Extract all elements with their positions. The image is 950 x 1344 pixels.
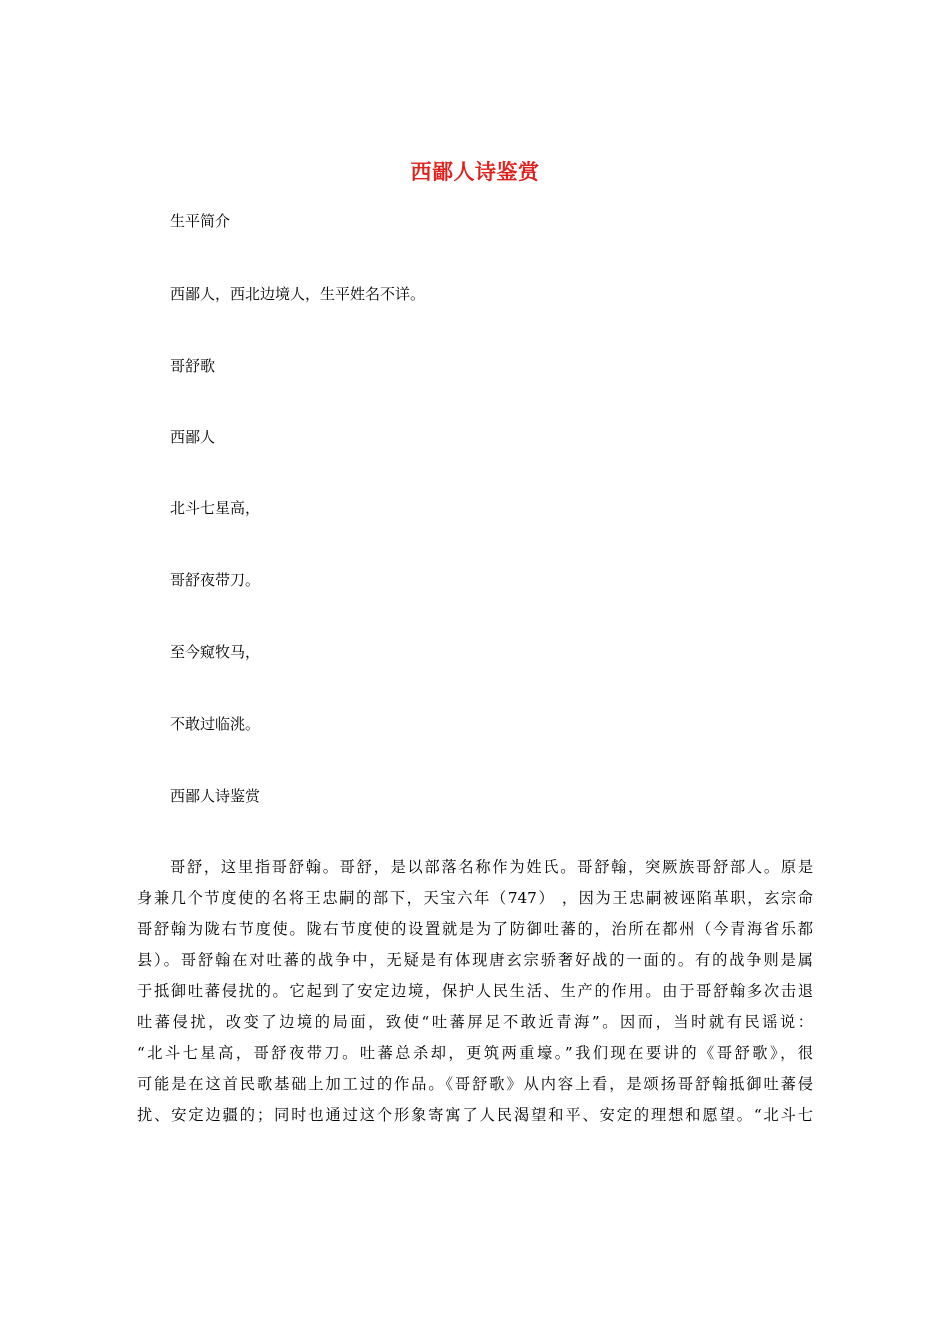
biography-text: 西鄙人，西北边境人，生平姓名不详。 bbox=[170, 285, 426, 303]
paragraph-row: 于抵御吐蕃侵扰的。它起到了安定边境，保护人民生活、生产的作用。由于哥舒翰多次击退 bbox=[137, 982, 813, 1000]
poem-author: 西鄙人 bbox=[170, 428, 216, 446]
poem-title: 哥舒歌 bbox=[170, 357, 216, 375]
paragraph-row: “北斗七星高，哥舒夜带刀。吐蕃总杀却，更筑两重壕。”我们现在要讲的《哥舒歌》，很 bbox=[137, 1044, 813, 1062]
paragraph-row: 县）。哥舒翰在对吐蕃的战争中，无疑是有体现唐玄宗骄奢好战的一面的。有的战争则是属 bbox=[137, 951, 813, 969]
poem-line-3: 至今窥牧马， bbox=[170, 643, 261, 661]
paragraph-row: 身兼几个节度使的名将王忠嗣的部下，天宝六年（747） ，因为王忠嗣被诬陷革职，玄宗命 bbox=[137, 889, 813, 907]
paragraph-row: 吐蕃侵扰，改变了边境的局面，致使“吐蕃屏足不敢近青海”。因而，当时就有民谣说： bbox=[137, 1013, 813, 1031]
section-heading-biography: 生平简介 bbox=[170, 212, 231, 230]
document-title: 西鄙人诗鉴赏 bbox=[410, 159, 540, 184]
poem-line-2: 哥舒夜带刀。 bbox=[170, 571, 261, 589]
paragraph-row: 哥舒，这里指哥舒翰。哥舒，是以部落名称作为姓氏。哥舒翰，突厥族哥舒部人。原是 bbox=[170, 858, 813, 876]
poem-line-1: 北斗七星高， bbox=[170, 499, 261, 517]
poem-line-4: 不敢过临洮。 bbox=[170, 715, 261, 733]
paragraph-row: 可能是在这首民歌基础上加工过的作品。《哥舒歌》从内容上看，是颂扬哥舒翰抵御吐蕃侵 bbox=[137, 1075, 813, 1093]
paragraph-row: 哥舒翰为陇右节度使。陇右节度使的设置就是为了防御吐蕃的，治所在都州（今青海省乐都 bbox=[137, 920, 813, 938]
appreciation-paragraph bbox=[137, 852, 813, 1131]
section-heading-appreciation: 西鄙人诗鉴赏 bbox=[170, 787, 261, 805]
paragraph-row: 扰、安定边疆的；同时也通过这个形象寄寓了人民渴望和平、安定的理想和愿望。“北斗七 bbox=[137, 1106, 813, 1124]
